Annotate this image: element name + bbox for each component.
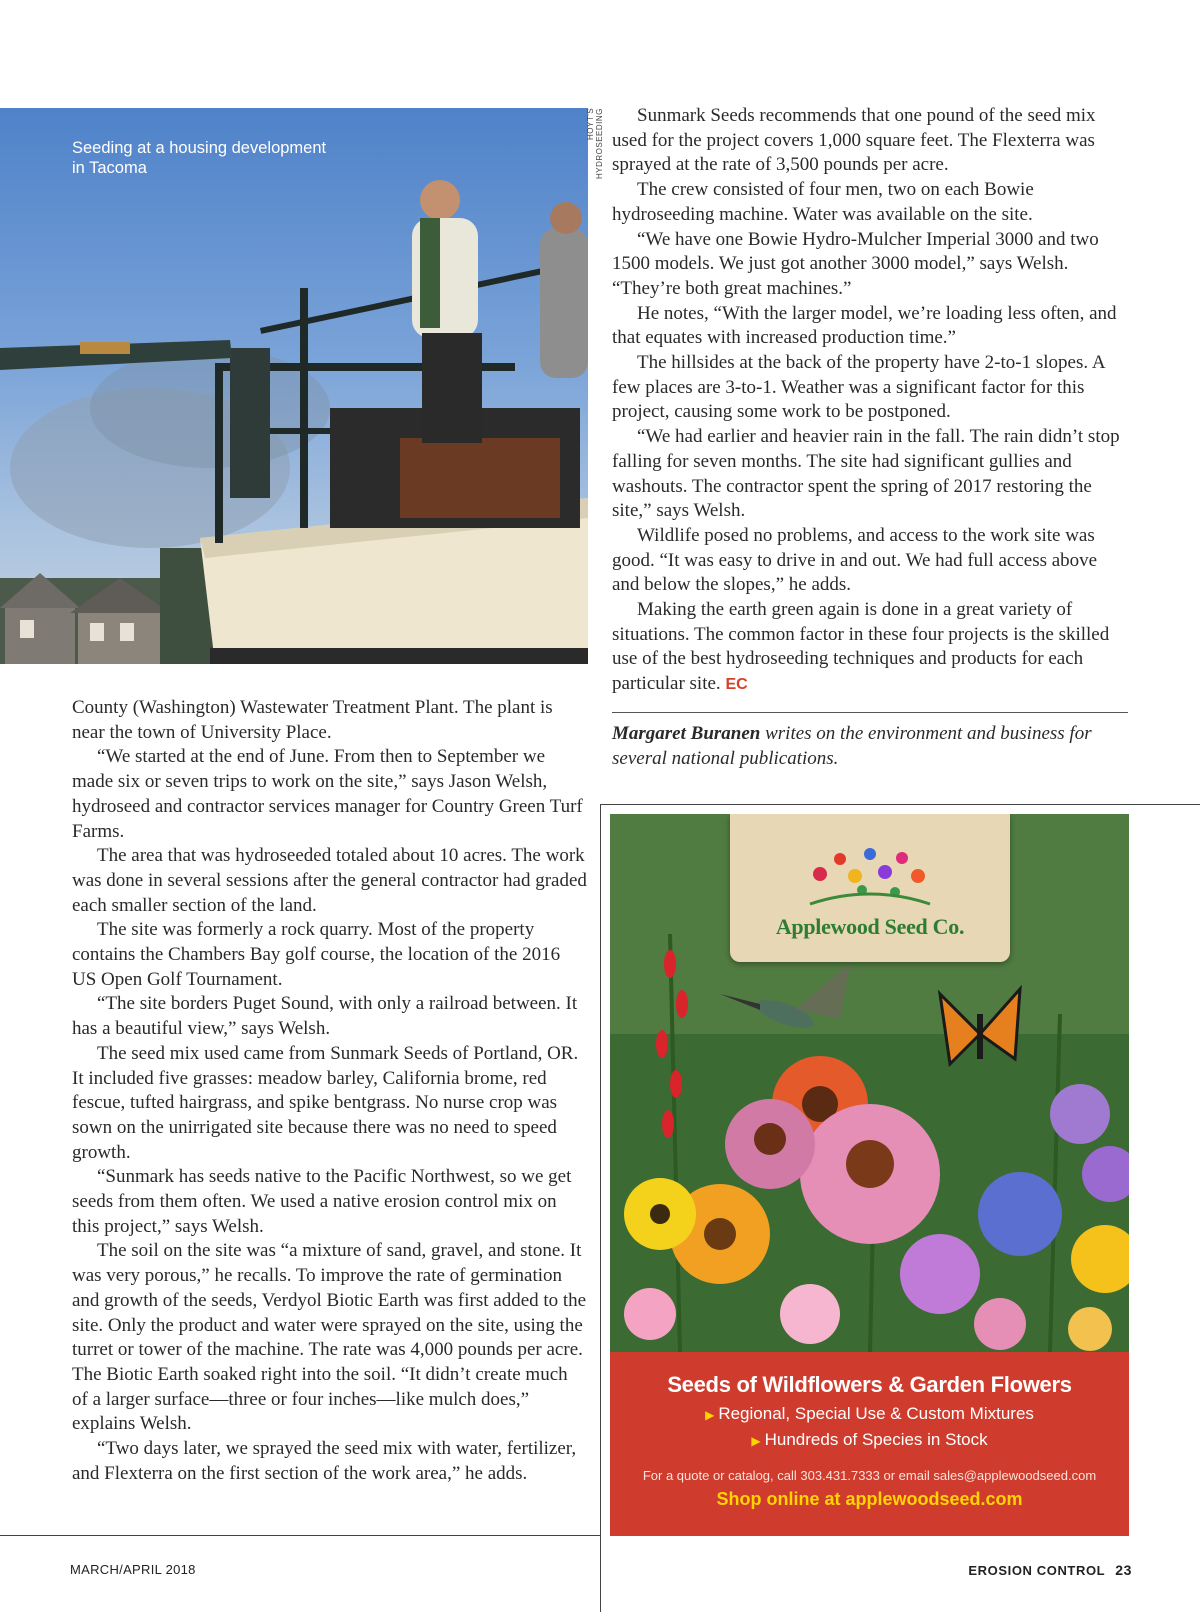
ad-bullet-text: Regional, Special Use & Custom Mixtures bbox=[718, 1404, 1034, 1423]
footer-rule bbox=[0, 1535, 600, 1536]
paragraph: “We had earlier and heavier rain in the fall. The rain didn’t stop falling for seven months. The site had significant gullies and washouts. The contractor spent the spring of 2017 restoring the site,” says Welsh. bbox=[612, 426, 1120, 522]
paragraph: “We have one Bowie Hydro-Mulcher Imperial 3000 and two 1500 models. We just got another 3000 model,” says Welsh. “They’re both great machines.” bbox=[612, 228, 1099, 299]
paragraph: “Sunmark has seeds native to the Pacific Northwest, so we get seeds from them often. We used a native erosion control mix on this project,” says Welsh. bbox=[72, 1166, 572, 1237]
ad-bullet bbox=[610, 1404, 1129, 1424]
paragraph: The soil on the site was “a mixture of sand, gravel, and stone. It was very porous,” he recalls. To improve the rate of germination and growth of the seeds, Verdyol Biotic Earth was first added to the site. Only the product and water were sprayed on the site, using the turret or tower of the machine. The rate was 4,000 pounds per acre. The Biotic Earth soaked right into the soil. “It didn’t create much of a larger surface—three or four inches—like mulch does,” explains Welsh. bbox=[72, 1240, 587, 1435]
paragraph: “The site borders Puget Sound, with only a railroad between. It has a beautiful view,” says Welsh. bbox=[72, 993, 578, 1040]
footer-magazine: EROSION CONTROL bbox=[968, 1563, 1106, 1578]
paragraph: “Two days later, we sprayed the seed mix with water, fertilizer, and Flexterra on the first section of the work area,” he adds. bbox=[72, 1438, 577, 1484]
ad-frame-top bbox=[600, 804, 1200, 805]
brand-name: Applewood Seed Co. bbox=[775, 914, 965, 939]
ad-contact: For a quote or catalog, call 303.431.7333 or email sales@applewoodseed.com bbox=[642, 1468, 1097, 1483]
paragraph: The seed mix used came from Sunmark Seeds of Portland, OR. It included five grasses: meadow barley, California brome, red fescue, tufted hairgrass, and spike bentgrass. No nurse crop was sown on the unirrigated site because there was no need to speed growth. bbox=[72, 1042, 579, 1163]
photo-caption: Seeding at a housing development in Tacoma bbox=[72, 139, 327, 177]
ad-bullet bbox=[610, 1430, 1129, 1450]
paragraph-final-text: Making the earth green again is done in a great variety of situations. The common factor in these four projects is the skilled use of the best hydroseeding techniques and products for each particular site. bbox=[612, 599, 1110, 695]
bio-divider bbox=[612, 712, 1128, 713]
article-column-right bbox=[612, 104, 1128, 698]
ad-shop-link[interactable]: Shop online at applewoodseed.com bbox=[716, 1489, 1023, 1509]
photo-credit: HOYT'S HYDROSEEDING bbox=[586, 108, 604, 179]
paragraph: The site was formerly a rock quarry. Most of the property contains the Chambers Bay golf course, the location of the 2016 US Open Golf Tournament. bbox=[72, 919, 561, 990]
brand-logo-card bbox=[730, 814, 1010, 962]
paragraph: The hillsides at the back of the property have 2-to-1 slopes. A few places are 3-to-1. Weather was a significant factor for this project, causing some work to be postponed. bbox=[612, 352, 1105, 423]
footer-issue: MARCH/APRIL 2018 bbox=[70, 1562, 196, 1577]
author-bio bbox=[612, 722, 1128, 771]
author-name: Margaret Buranen bbox=[612, 723, 761, 744]
paragraph: County (Washington) Wastewater Treatment Plant. The plant is near the town of University Place. bbox=[72, 697, 553, 743]
feature-photo bbox=[0, 108, 588, 664]
ad-bullet-text: Hundreds of Species in Stock bbox=[764, 1430, 988, 1449]
paragraph: He notes, “With the larger model, we’re loading less often, and that equates with increased production time.” bbox=[612, 302, 1117, 349]
applewood-advertisement[interactable] bbox=[610, 814, 1129, 1536]
paragraph: Wildlife posed no problems, and access to the work site was good. “It was easy to drive in and out. We had full access above and below the slopes,” he adds. bbox=[612, 524, 1098, 596]
article-column-left bbox=[72, 696, 588, 1487]
ad-headline: Seeds of Wildflowers & Garden Flowers bbox=[667, 1372, 1072, 1397]
author-bio-text: writes on the environment and business for several national publications. bbox=[612, 723, 1092, 769]
triangle-bullet-icon: ▶ bbox=[751, 1434, 761, 1448]
triangle-bullet-icon: ▶ bbox=[705, 1408, 715, 1422]
end-mark: EC bbox=[725, 676, 748, 694]
footer-folio bbox=[968, 1562, 1132, 1578]
page-number: 23 bbox=[1115, 1562, 1132, 1578]
flower-logo-icon bbox=[730, 814, 1010, 914]
ad-banner bbox=[610, 1352, 1129, 1536]
paragraph: “We started at the end of June. From then to September we made six or seven trips to work on the site,” says Jason Welsh, hydroseed and contractor services manager for Country Green Turf Farms. bbox=[72, 746, 583, 842]
ad-frame-left bbox=[600, 804, 601, 1612]
hydroseeding-photo-illustration bbox=[0, 108, 588, 664]
paragraph: Sunmark Seeds recommends that one pound of the seed mix used for the project covers 1,000 square feet. The Flexterra was sprayed at the rate of 3,500 pounds per acre. bbox=[612, 105, 1096, 176]
paragraph: The area that was hydroseeded totaled about 10 acres. The work was done in several sessions after the general contractor had graded each smaller section of the land. bbox=[72, 845, 587, 916]
paragraph-final bbox=[612, 598, 1128, 698]
paragraph: The crew consisted of four men, two on each Bowie hydroseeding machine. Water was available on the site. bbox=[612, 179, 1034, 225]
